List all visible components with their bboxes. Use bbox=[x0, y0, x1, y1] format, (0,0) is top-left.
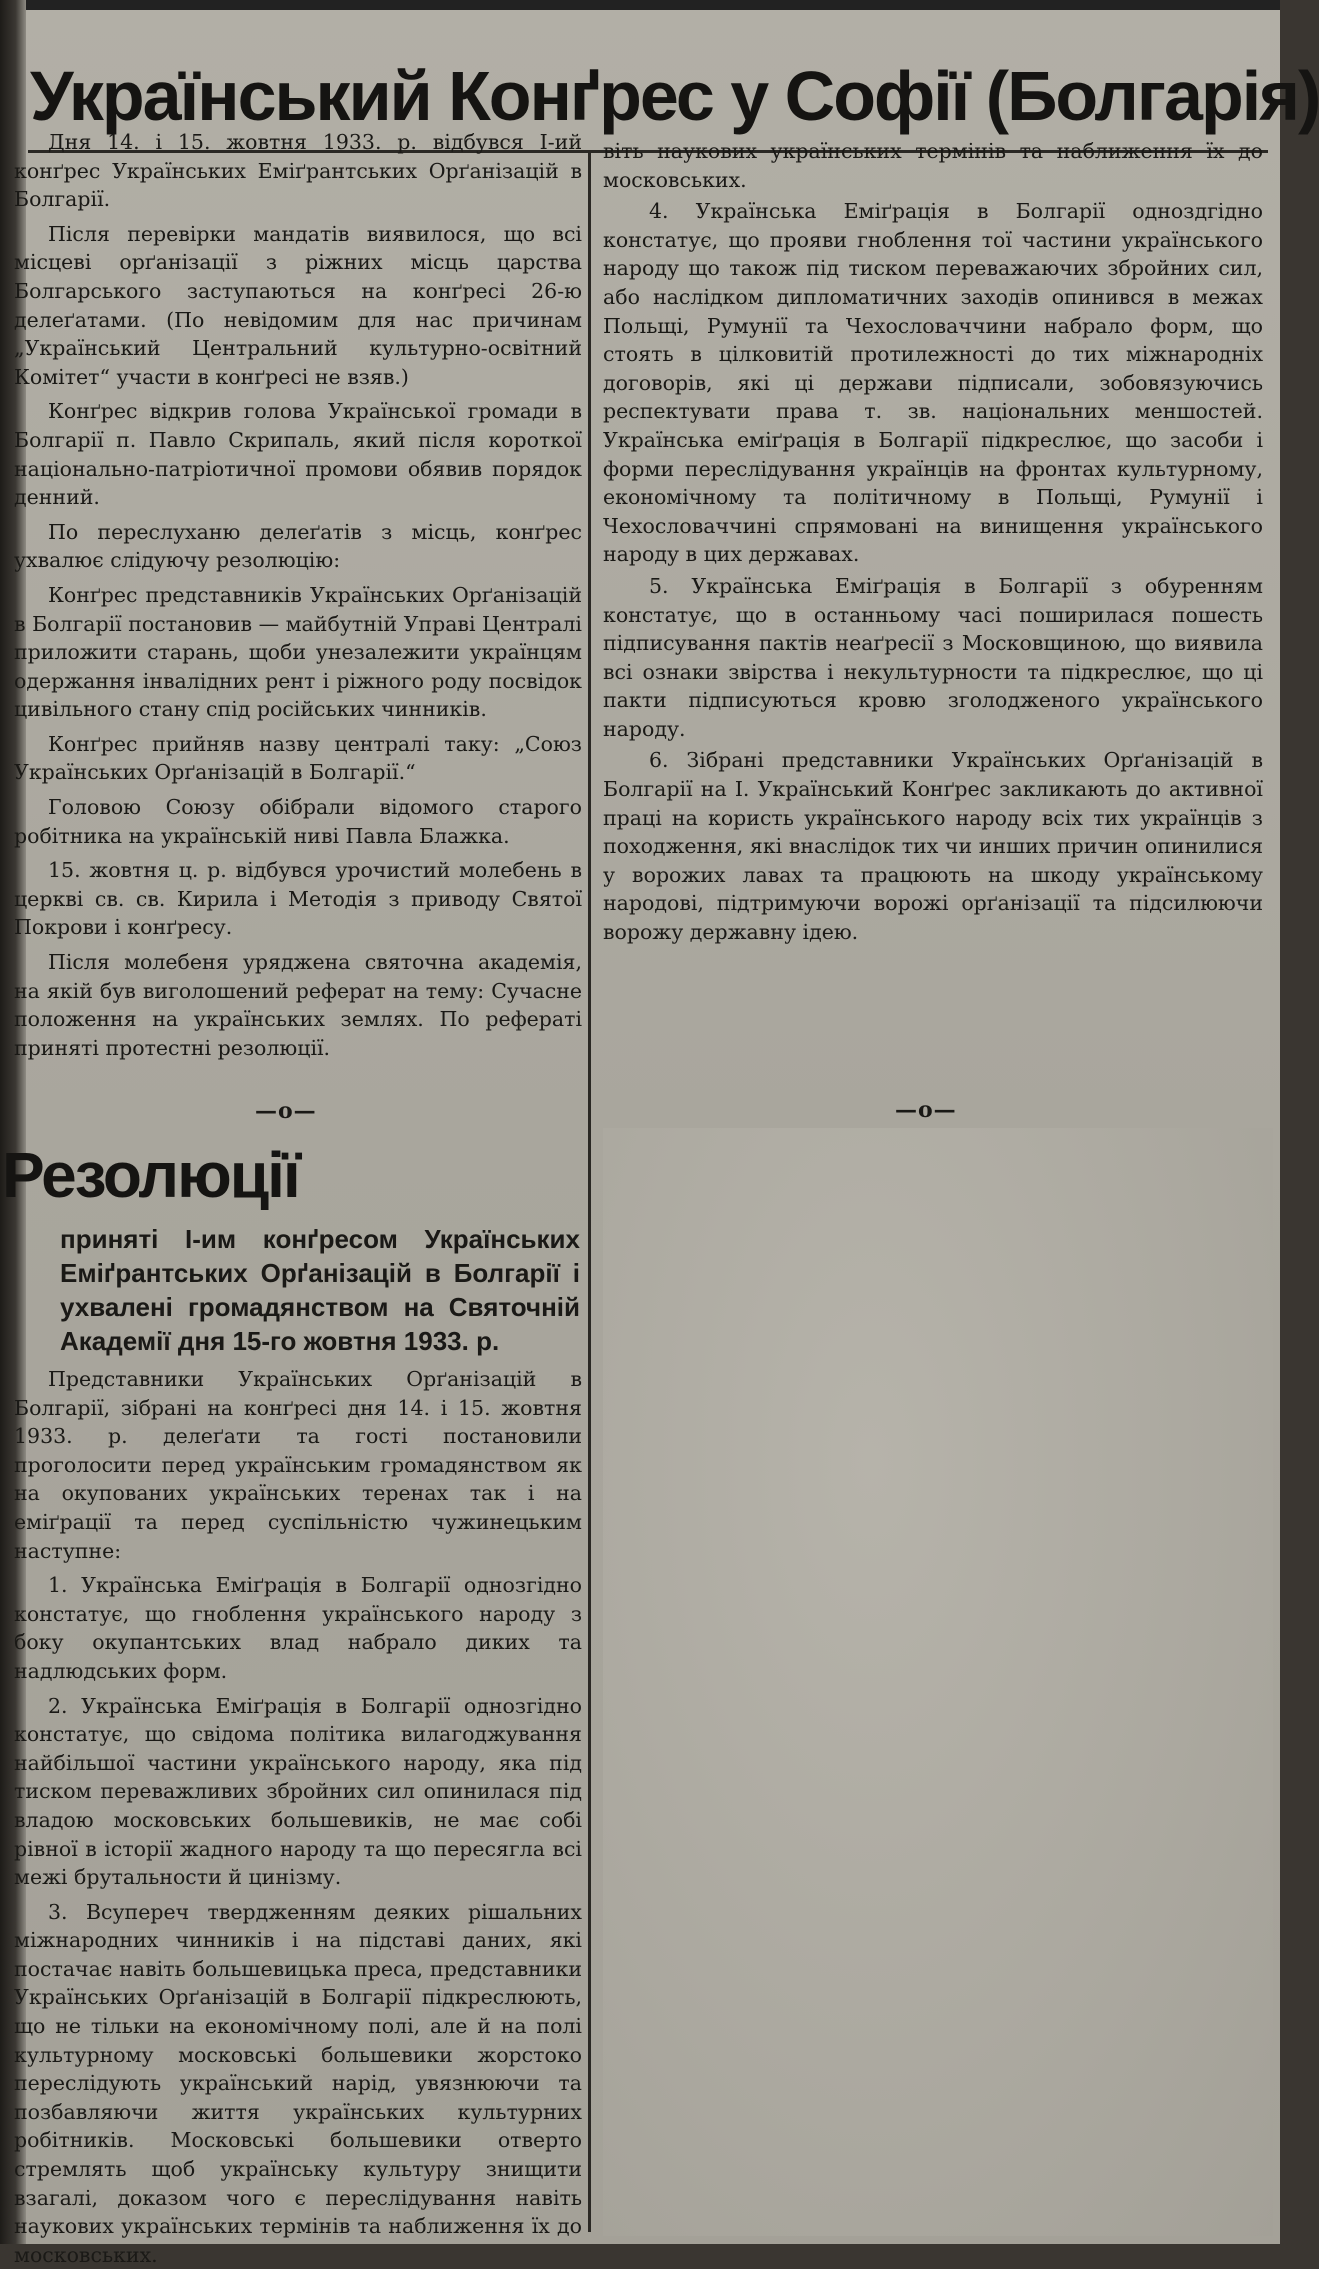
resolution-item-continuation: віть наукових українських термінів та наближення їх до московських. bbox=[603, 139, 1263, 192]
resolutions-title: Резолюції bbox=[2, 1139, 299, 1211]
headline: Український Конґрес у Софії (Болгарія) bbox=[30, 57, 1319, 135]
resolution-item: 2. Українська Еміґрація в Болгарії однозгідно констатує, що свідома політика вилагоджування найбільшої частини українського народу, яка під тиском переважливих збройних сил опинилася під владою московських большевиків, не має собі рівної в історії жадного народу та що пересягла всі межі брутальности й цинізму. bbox=[14, 1693, 582, 1890]
blank-column-area bbox=[603, 1128, 1273, 2236]
resolution-item: 1. Українська Еміґрація в Болгарії однозгідно констатує, що гноблення українського народу з боку окупантських влад набрало диких та надлюдських форм. bbox=[14, 1573, 582, 1683]
article-column bbox=[14, 128, 582, 1098]
page-top-edge bbox=[0, 0, 1280, 10]
article-paragraph: Конґрес представників Українських Орґанізацій в Болгарії постановив — майбутній Управі Централі приложити старань, щоби унезалежити українцям одержання інвалідних рент і ріжного роду посвідок цивільного стану спід російських чинників. bbox=[14, 582, 582, 722]
article-paragraph: 15. жовтня ц. р. відбувся урочистий молебень в церкві св. св. Кирила і Методія з приводу Святої Покрови і конґресу. bbox=[14, 858, 582, 940]
article-paragraph: Конґрес прийняв назву централі таку: „Союз Українських Орґанізацій в Болгарії.“ bbox=[14, 731, 582, 785]
article-paragraph: Головою Союзу обібрали відомого старого робітника на українській ниві Павла Блажка. bbox=[14, 795, 582, 848]
article-paragraph: Після перевірки мандатів виявилося, що всі місцеві орґанізації з ріжних місць царства Болгарського заступаються на конґресі 26-ю делеґатами. (По невідомим для нас причинам „Український Центральний культурно-освітний Комітет“ участи в конґресі не взяв.) bbox=[14, 221, 582, 389]
article-separator: —o— bbox=[255, 1098, 317, 1124]
resolution-item: 5. Українська Еміґрація в Болгарії з обуренням констатує, що в останньому часі поширилася пошесть підписування пактів неаґресії з Московщиною, що виявила всі ознаки звірства і некультурности та підкреслює, що ці пакти підписуються кровю зголодженого українського народу. bbox=[603, 573, 1263, 741]
column-rule bbox=[588, 152, 591, 2232]
article-paragraph: Після молебеня уряджена святочна академія, на якій був виголошений реферат на тему: Сучасне положення на українських землях. По рефераті приняті протестні резолюції. bbox=[14, 950, 582, 1060]
resolution-item: 4. Українська Еміґрація в Болгарії одноздгідно констатує, що прояви гноблення тої частини українського народу що також під тиском переважаючих збройних сил, або наслідком дипломатичних заходів опинився в межах Польщі, Румунії та Чехословаччини набрало форм, що стоять в цілковитій протилежності до тих міжнародніх договорів, які ці держави підписали, зобовязуючись респектувати права т. зв. національних меншостей. Українська еміґрація в Болгарії підкреслює, що засоби і форми переслідування українців на фронтах культурному, економічному та політичному в Польщі, Румунії і Чехословаччині спрямовані на винищення українського народу в цих державах. bbox=[603, 199, 1263, 567]
resolution-item: 3. Всупереч твердженням деяких рішальних міжнародних чинників і на підставі даних, які постачає навіть большевицька преса, представники Українських Орґанізацій в Болгарії підкреслюють, що не тільки на економічному полі, але й на полі культурному московські большевики жорстоко переслідують український нарід, увязнюючи та позбавляючи життя українських культурних робітників. Московські большевики отверто стремлять щоб українську культуру знищити взагалі, доказом чого є переслідування навіть наукових українських термінів та наближення їх до московських. bbox=[14, 1899, 582, 2267]
article-paragraph: Дня 14. і 15. жовтня 1933. р. відбувся І-ий конґрес Українських Еміґрантських Орґанізацій в Болгарії. bbox=[14, 130, 582, 212]
resolutions-separator: —o— bbox=[895, 1097, 957, 1123]
article-paragraph: По переслуханю делеґатів з місць, конґрес ухвалює слідуючу резолюцію: bbox=[14, 519, 582, 573]
resolutions-subtitle: приняті І-им конґресом Українських Еміґрантських Орґанізацій в Болгарії і ухвалені громадянством на Святочній Академії дня 15-го жовтня 1933. р. bbox=[60, 1224, 580, 1356]
resolution-item: 6. Зібрані представники Українських Орґанізацій в Болгарії на І. Український Конґрес закликають до активної праці на користь українського народу всіх тих українців з походження, які внаслідок тих чи инших причин опинилися у ворожих лавах та працюють на шкоду українському народові, підтримуючи ворожі орґанізації та підсилюючи ворожу державну ідею. bbox=[603, 748, 1263, 945]
resolutions-intro: Представники Українських Орґанізацій в Болгарії, зібрані на конґресі дня 14. і 15. жовтня 1933. р. делеґати та гості постановили проголосити перед українським громадянством як на окупованих українських теренах так і на еміґрації та перед суспільністю чужинецьким наступне: bbox=[14, 1367, 582, 1563]
article-paragraph: Конґрес відкрив голова Української громади в Болгарії п. Павло Скрипаль, який після короткої національно-патріотичної промови обявив порядок денний. bbox=[14, 399, 582, 510]
resolutions-column bbox=[14, 1365, 582, 2267]
resolutions-continued-column bbox=[603, 137, 1263, 1117]
